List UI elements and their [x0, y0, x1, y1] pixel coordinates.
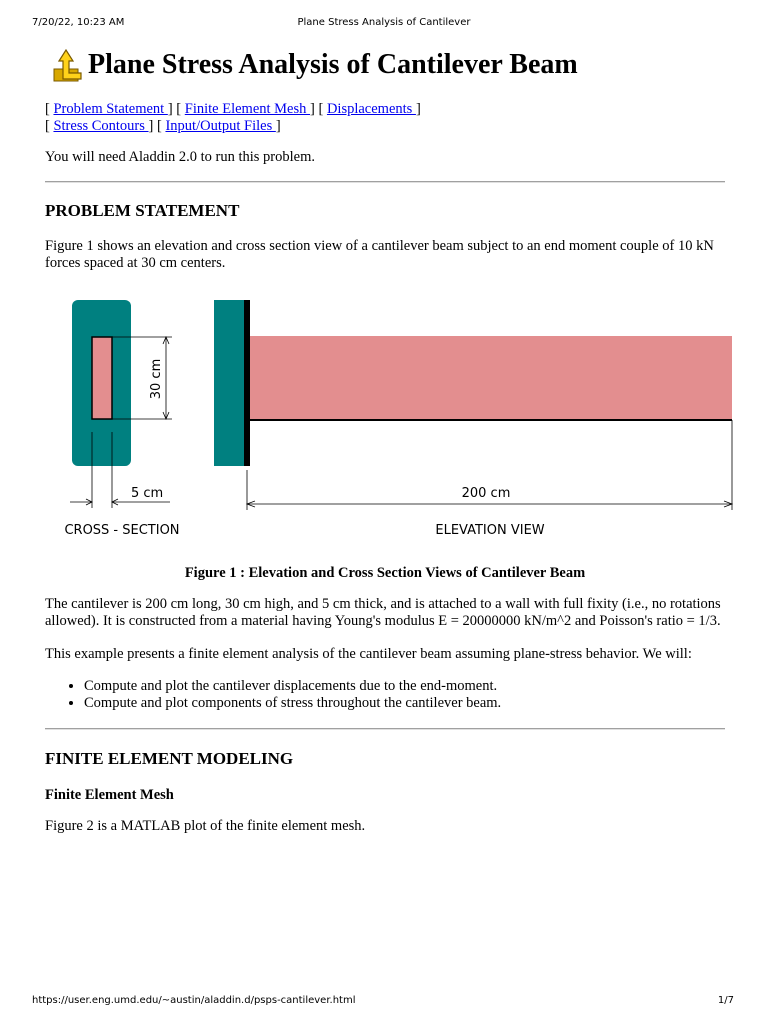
- problem-para-2: This example presents a finite element analysis of the cantilever beam assuming plane-stress behavior. We will:: [45, 646, 692, 662]
- divider: [45, 728, 725, 730]
- divider: [45, 181, 725, 183]
- page-title: Plane Stress Analysis of Cantilever Beam: [88, 49, 578, 80]
- thickness-label: 5 cm: [131, 486, 164, 501]
- print-url: https://user.eng.umd.edu/~austin/aladdin.d/psps-cantilever.html: [32, 995, 356, 1006]
- goals-list: [45, 678, 725, 712]
- link-finite-element-mesh[interactable]: Finite Element Mesh: [184, 101, 311, 117]
- print-footer: [0, 995, 768, 1009]
- print-datetime: 7/20/22, 10:23 AM: [32, 17, 125, 28]
- fem-text: Figure 2 is a MATLAB plot of the finite element mesh.: [45, 818, 366, 834]
- elevation-wall: [214, 300, 245, 466]
- subheading-mesh: Finite Element Mesh: [45, 787, 174, 803]
- section-heading-fem: FINITE ELEMENT MODELING: [45, 749, 294, 768]
- problem-para-1: The cantilever is 200 cm long, 30 cm high, and 5 cm thick, and is attached to a wall with full fixity (i.e., no rotations allowed). It is constructed from a material having Young's modulus E = 20000000 kN/m^2 and Poisson's ratio = 1/3.: [45, 596, 721, 629]
- nav-links-row-1: [ Problem Statement ] [ Finite Element Mesh ] [ Displacements ]: [45, 101, 421, 117]
- problem-intro: Figure 1 shows an elevation and cross section view of a cantilever beam subject to an end moment couple of 10 kN forces spaced at 30 cm centers.: [45, 238, 714, 271]
- print-page-title: Plane Stress Analysis of Cantilever: [297, 17, 471, 28]
- figure-1: [0, 272, 725, 562]
- list-item: • Compute and plot components of stress throughout the cantilever beam.: [84, 695, 725, 712]
- list-item: • Compute and plot the cantilever displacements due to the end-moment.: [84, 678, 725, 695]
- link-stress-contours[interactable]: Stress Contours: [53, 118, 149, 134]
- title-row: [45, 40, 725, 90]
- link-io-files[interactable]: Input/Output Files: [165, 118, 276, 134]
- elevation-label: ELEVATION VIEW: [435, 523, 545, 538]
- print-header: [0, 17, 768, 31]
- figure-1-caption: Figure 1 : Elevation and Cross Section Views of Cantilever Beam: [184, 565, 586, 581]
- wall-face: [244, 300, 250, 466]
- length-label: 200 cm: [461, 486, 511, 501]
- page-content: [45, 40, 725, 835]
- requirement-note: You will need Aladdin 2.0 to run this problem.: [45, 149, 315, 165]
- elevation-beam: [250, 336, 732, 420]
- height-label: 30 cm: [149, 358, 164, 400]
- print-page-number: 1/7: [717, 995, 734, 1006]
- section-heading-problem: PROBLEM STATEMENT: [45, 201, 240, 220]
- cross-section-label: CROSS - SECTION: [64, 523, 180, 538]
- nav-links-row-2: [ Stress Contours ] [ Input/Output Files ]: [45, 118, 281, 134]
- up-arrow-icon[interactable]: [48, 47, 84, 83]
- link-problem-statement[interactable]: Problem Statement: [53, 101, 168, 117]
- cross-section-beam: [92, 337, 112, 419]
- link-displacements[interactable]: Displacements: [326, 101, 416, 117]
- figure-1-drawing: [0, 272, 768, 562]
